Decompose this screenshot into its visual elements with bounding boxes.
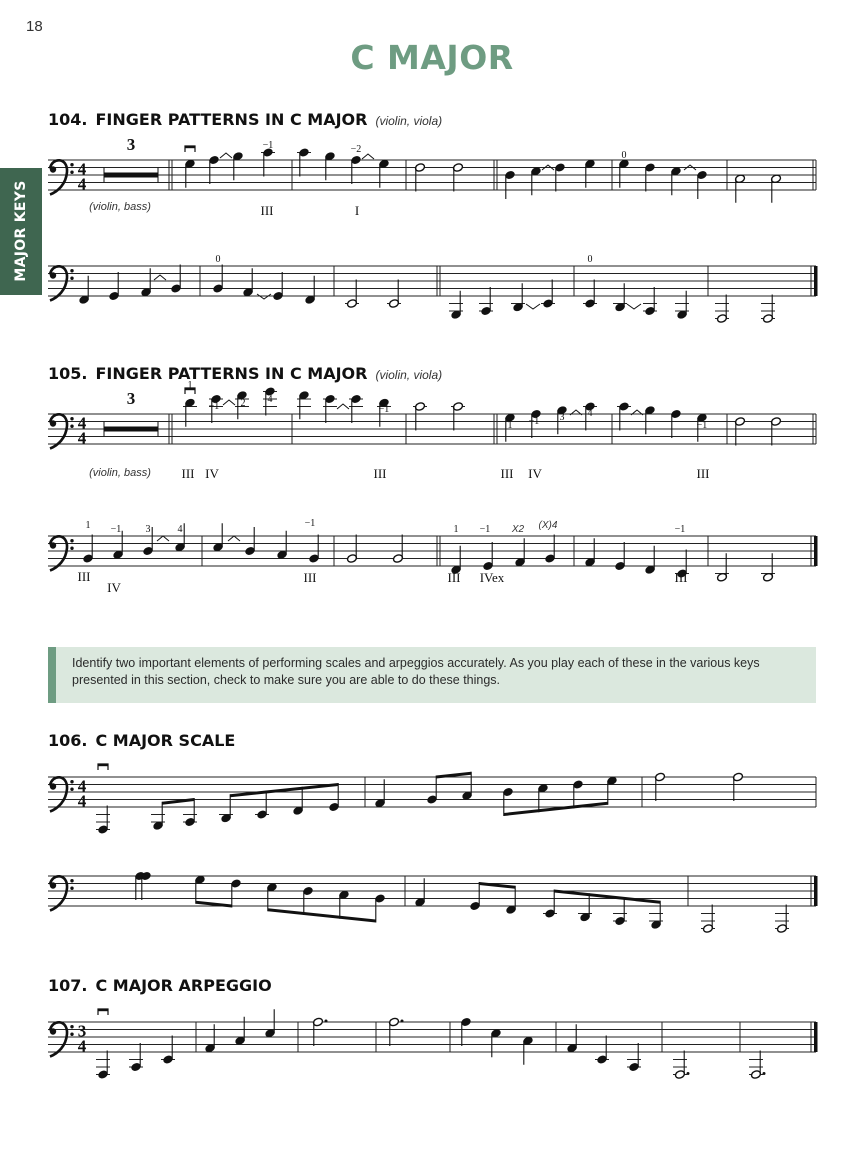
bass-clef-dot <box>50 420 56 426</box>
note <box>184 159 195 188</box>
note <box>511 283 525 312</box>
page-number: 18 <box>26 18 43 35</box>
exercise-title: C MAJOR SCALE <box>95 731 236 750</box>
bass-clef-dot <box>70 171 73 174</box>
note <box>613 897 627 926</box>
bass-clef-curve <box>50 160 67 194</box>
side-tab-label: MAJOR KEYS <box>13 180 29 282</box>
note <box>522 1036 533 1065</box>
fingering: −1 <box>262 140 274 151</box>
note <box>644 163 655 192</box>
exercise-title: C MAJOR ARPEGGIO <box>95 976 272 995</box>
bass-clef-dot <box>50 272 56 278</box>
string-indicator: III <box>303 570 317 585</box>
bass-clef-curve <box>50 1022 67 1056</box>
bass-clef-dot <box>70 163 73 166</box>
fingering: −1 <box>110 524 122 535</box>
note <box>537 783 548 812</box>
down-bow-bar <box>185 146 195 148</box>
bass-clef-curve <box>50 777 67 811</box>
fingering: X2 <box>511 524 525 535</box>
note <box>161 1036 175 1065</box>
fingering: −1 <box>208 401 220 412</box>
note <box>212 523 223 552</box>
down-bow-bar <box>98 1009 108 1011</box>
bass-clef-dot <box>70 277 73 280</box>
final-barline <box>814 536 818 566</box>
bass-clef-curve <box>50 876 67 910</box>
note <box>388 1017 403 1046</box>
note <box>595 1036 609 1065</box>
note <box>715 553 729 582</box>
note <box>328 783 339 812</box>
finger-pattern-caret <box>154 275 166 280</box>
fingering: 4 <box>267 394 273 405</box>
note <box>264 1009 275 1038</box>
multi-measure-rest <box>104 173 158 178</box>
fingering: 0 <box>621 150 627 161</box>
note <box>643 287 657 316</box>
bass-clef <box>50 160 74 194</box>
note <box>297 390 311 419</box>
dot <box>763 1072 766 1075</box>
note <box>345 280 359 309</box>
note <box>572 780 583 809</box>
fingering: 2 <box>240 398 246 409</box>
fingering: 1 <box>85 520 91 531</box>
multi-measure-rest-count: 3 <box>126 135 136 154</box>
note <box>349 394 363 423</box>
time-signature-top: 4 <box>77 413 87 433</box>
finger-pattern-caret <box>157 536 169 541</box>
bass-clef-dot <box>50 882 56 888</box>
string-indicator: III <box>447 570 461 585</box>
note <box>129 1043 143 1072</box>
final-barline <box>814 876 818 906</box>
note <box>312 1017 327 1046</box>
fingering: 0 <box>587 254 593 265</box>
note <box>140 871 151 900</box>
time-signature-top: 3 <box>77 1021 87 1041</box>
bass-clef-dot <box>70 879 73 882</box>
bass-clef-dot <box>50 783 56 789</box>
bass-clef-dot <box>70 539 73 542</box>
bass-clef <box>50 777 74 811</box>
bass-clef-dot <box>70 1025 73 1028</box>
fingering: −1 <box>674 524 686 535</box>
note <box>614 542 625 571</box>
note <box>346 535 357 564</box>
note <box>613 283 627 312</box>
staves <box>48 160 818 1057</box>
note <box>82 535 93 564</box>
note <box>452 163 463 192</box>
exercise-number: 107. <box>48 976 88 995</box>
exercise-number: 105. <box>48 364 88 383</box>
string-indicator: III <box>77 569 91 584</box>
fingering: 0 <box>215 254 221 265</box>
bass-clef-dot <box>70 547 73 550</box>
note <box>732 772 743 801</box>
note <box>461 772 472 801</box>
fingering: 1 <box>507 420 513 431</box>
bass-clef-dot <box>70 788 73 791</box>
fingering: −2 <box>350 144 362 155</box>
time-signature-top: 4 <box>77 159 87 179</box>
bass-clef-dot <box>70 1033 73 1036</box>
note <box>618 159 629 188</box>
string-indicator: IV <box>528 466 542 481</box>
note <box>696 170 707 199</box>
note <box>617 402 631 431</box>
note <box>302 886 313 915</box>
final-barline <box>814 266 818 296</box>
bass-clef <box>50 266 74 300</box>
bass-clef-dot <box>50 166 56 172</box>
bass-clef-dot <box>70 425 73 428</box>
note <box>670 166 681 195</box>
bass-clef-dot <box>70 887 73 890</box>
note <box>749 1051 766 1080</box>
string-indicator: III <box>373 466 387 481</box>
note <box>673 1051 690 1080</box>
notes <box>78 148 789 1080</box>
note <box>761 295 775 324</box>
time-signature-bottom: 4 <box>77 791 87 811</box>
note <box>387 280 401 309</box>
note <box>505 886 516 915</box>
note <box>451 402 465 431</box>
dot <box>325 1020 328 1023</box>
multirest-note: (violin, bass) <box>89 467 151 479</box>
down-bow-mark <box>185 146 195 152</box>
fingering: −1 <box>528 416 540 427</box>
note <box>170 265 181 294</box>
note <box>140 268 151 297</box>
note <box>212 265 223 294</box>
note <box>544 535 555 564</box>
exercise-number: 104. <box>48 110 88 129</box>
fingering: −1 <box>378 404 390 415</box>
bass-clef-curve <box>50 266 67 300</box>
string-indicator: IV <box>205 466 219 481</box>
beam <box>504 802 608 816</box>
finger-pattern-vee <box>526 304 540 309</box>
string-indicator: III <box>260 203 274 218</box>
bass-clef-dot <box>50 1028 56 1034</box>
time-signature-bottom: 4 <box>77 1036 87 1056</box>
beam <box>554 890 660 904</box>
string-indicator: III <box>696 466 710 481</box>
note <box>606 776 617 805</box>
string-indicator: III <box>181 466 195 481</box>
note <box>530 166 541 195</box>
bass-clef <box>50 536 74 570</box>
bass-clef <box>50 414 74 448</box>
note <box>112 531 123 560</box>
multi-measure-rest <box>104 427 158 432</box>
beam <box>230 783 338 797</box>
exercise-title: FINGER PATTERNS IN C MAJOR <box>95 364 368 383</box>
note <box>208 155 219 184</box>
bass-clef-dot <box>70 269 73 272</box>
note <box>469 882 480 911</box>
exercise-number: 106. <box>48 731 88 750</box>
note <box>244 527 255 556</box>
bass-clef-dot <box>70 417 73 420</box>
exercise-title: FINGER PATTERNS IN C MAJOR <box>95 110 368 129</box>
final-barline <box>814 1022 818 1052</box>
down-bow-bar <box>98 764 108 766</box>
note <box>151 802 165 831</box>
note <box>734 174 745 203</box>
note <box>219 794 233 823</box>
note <box>183 798 197 827</box>
bass-clef <box>50 1022 74 1056</box>
bass-clef-dot <box>50 542 56 548</box>
string-indicator: IV <box>107 580 121 595</box>
string-indicator: III <box>674 570 688 585</box>
down-bow-mark <box>98 764 108 770</box>
note <box>324 151 335 180</box>
multi-measure-rest-count: 3 <box>126 389 136 408</box>
note <box>414 878 425 907</box>
down-bow-mark <box>98 1009 108 1015</box>
note <box>584 538 595 567</box>
bass-clef-curve <box>50 536 67 570</box>
note <box>304 276 315 305</box>
fingering: 4 <box>177 524 183 535</box>
note <box>775 905 789 934</box>
string-indicator: III <box>500 466 514 481</box>
note <box>276 531 287 560</box>
note <box>504 170 515 199</box>
exercise-instruments: (violin, viola) <box>375 114 443 128</box>
page-title: C MAJOR <box>350 38 514 77</box>
exercise-instruments: (violin, viola) <box>375 368 443 382</box>
note <box>308 535 319 564</box>
note <box>675 291 689 320</box>
note <box>514 538 525 567</box>
note <box>715 295 729 324</box>
finger-pattern-caret <box>223 400 235 405</box>
note <box>654 772 665 801</box>
note <box>649 901 663 930</box>
note <box>272 272 283 301</box>
note <box>644 546 655 575</box>
fingering: 1 <box>187 380 193 391</box>
dot <box>687 1072 690 1075</box>
finger-pattern-caret <box>337 404 349 409</box>
note <box>426 776 437 805</box>
note <box>374 779 385 808</box>
time-signature-bottom: 4 <box>77 174 87 194</box>
note <box>297 148 311 177</box>
note <box>627 1043 641 1072</box>
note <box>261 148 275 177</box>
note <box>584 159 595 188</box>
note <box>194 875 205 904</box>
note <box>96 806 110 835</box>
note <box>761 553 775 582</box>
fingering: −1 <box>479 524 491 535</box>
note <box>232 151 243 180</box>
note <box>392 535 403 564</box>
string-indicator: I <box>354 203 360 218</box>
note <box>323 394 337 423</box>
note <box>183 398 197 427</box>
fingering: −1 <box>696 420 708 431</box>
note <box>230 879 241 908</box>
fingering: −1 <box>304 518 316 529</box>
note <box>108 272 119 301</box>
finger-pattern-caret <box>220 153 232 158</box>
note <box>770 174 781 203</box>
note <box>460 1017 471 1046</box>
multirest-note: (violin, bass) <box>89 201 151 213</box>
note <box>566 1024 577 1053</box>
note <box>490 1028 501 1057</box>
note <box>338 890 349 919</box>
note <box>502 787 513 816</box>
note <box>482 542 493 571</box>
finger-pattern-caret <box>228 536 240 541</box>
fingering: (X)4 <box>538 520 558 531</box>
note <box>255 791 269 820</box>
note <box>242 268 253 297</box>
dot <box>401 1020 404 1023</box>
note <box>414 163 425 192</box>
callout-text: Identify two important elements of performing scales and arpeggios accurately. As you play each of these in the various keys presented in this section, check to make sure you are able to do these things. <box>72 656 760 687</box>
note <box>96 1051 110 1080</box>
bass-clef <box>50 876 74 910</box>
note <box>292 787 303 816</box>
note <box>78 276 89 305</box>
note <box>670 409 681 438</box>
time-signature-bottom: 4 <box>77 428 87 448</box>
note <box>350 155 361 184</box>
fingering: 3 <box>145 524 151 535</box>
string-indicator: IVex <box>479 570 505 585</box>
note <box>378 159 389 188</box>
note <box>266 882 277 911</box>
note <box>204 1024 215 1053</box>
note <box>374 894 385 923</box>
note <box>234 1017 245 1046</box>
note <box>413 402 427 431</box>
note <box>701 905 715 934</box>
note <box>543 890 557 919</box>
note <box>554 163 565 192</box>
note <box>479 287 493 316</box>
note <box>449 291 463 320</box>
bass-clef-dot <box>70 780 73 783</box>
beam <box>268 908 376 922</box>
bass-clef-curve <box>50 414 67 448</box>
note <box>770 417 781 446</box>
note <box>541 280 555 309</box>
time-signature-top: 4 <box>77 776 87 796</box>
note <box>734 417 745 446</box>
fingering: 1 <box>453 524 459 535</box>
note <box>583 280 597 309</box>
finger-pattern-vee <box>627 304 641 309</box>
fingering: 4 <box>587 408 593 419</box>
fingering: 3 <box>559 412 565 423</box>
note <box>578 893 592 922</box>
finger-pattern-caret <box>362 154 374 159</box>
note <box>644 405 655 434</box>
